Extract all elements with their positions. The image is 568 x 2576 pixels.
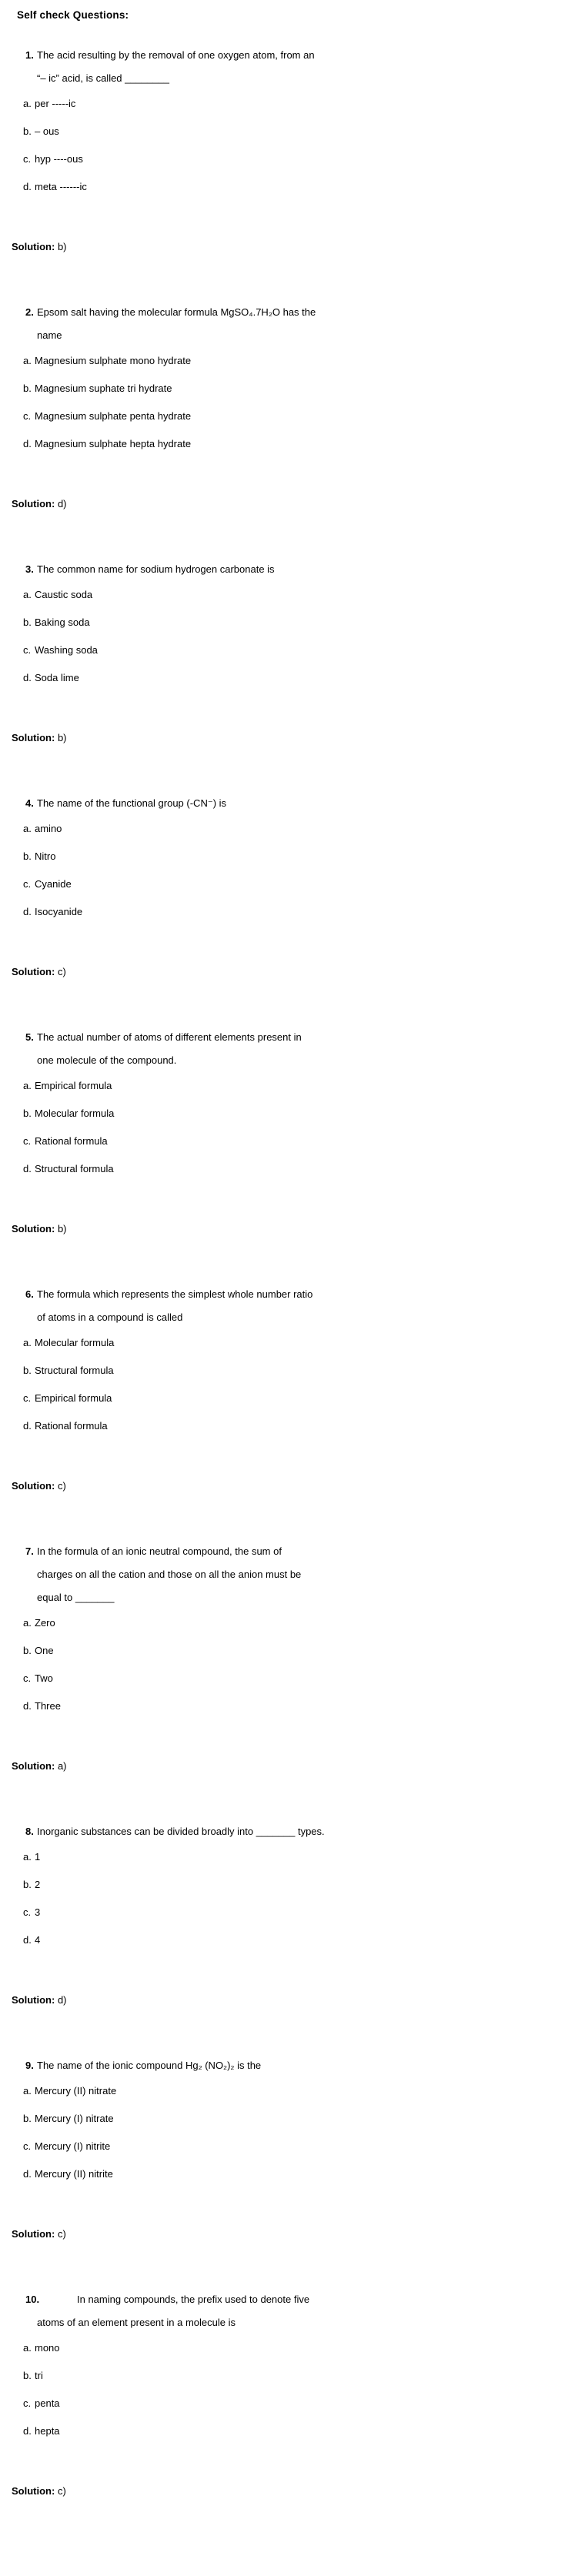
option-text: amino (35, 823, 62, 834)
solution-label: Solution: (12, 2485, 55, 2497)
option-letter: c. (23, 644, 32, 656)
option-letter: b. (23, 616, 32, 628)
option-letter: b. (23, 1645, 32, 1656)
solution-row (12, 2227, 568, 2242)
option-row (23, 898, 568, 926)
option-row (23, 815, 568, 843)
question-text-line: one molecule of the compound. (37, 1054, 177, 1066)
option-letter: d. (23, 181, 32, 192)
question-number: 10. (25, 2294, 40, 2305)
option-text: 4 (35, 1934, 41, 1946)
option-row (23, 1926, 568, 1954)
option-text: Two (35, 1672, 53, 1684)
option-row (23, 90, 568, 118)
option-text: Magnesium sulphate hepta hydrate (35, 438, 192, 449)
option-letter: a. (23, 1080, 32, 1091)
question-first-line (25, 2054, 568, 2077)
question-first-line (25, 558, 568, 581)
question-text-line: The name of the ionic compound Hg₂ (NO₂)₂ is the (37, 2060, 262, 2071)
option-text: Baking soda (35, 616, 90, 628)
option-row (23, 843, 568, 870)
option-letter: d. (23, 2168, 32, 2180)
option-letter: c. (23, 1135, 32, 1147)
option-row (23, 1072, 568, 1100)
option-text: hyp ----ous (35, 153, 83, 165)
question-number: 5. (25, 1031, 34, 1043)
question-first-line (25, 1820, 568, 1843)
option-letter: b. (23, 1365, 32, 1376)
question-text-line: “– ic” acid, is called ________ (37, 72, 169, 84)
option-row (23, 1665, 568, 1692)
option-row (23, 2334, 568, 2362)
option-row (23, 430, 568, 458)
solution-answer: c) (55, 1480, 66, 1492)
question-text-line: The common name for sodium hydrogen carbonate is (37, 563, 275, 575)
solution-row (12, 2484, 568, 2499)
option-letter: c. (23, 153, 32, 165)
solution-answer: c) (55, 966, 66, 977)
question-number: 6. (25, 1288, 34, 1300)
option-row (23, 1357, 568, 1385)
option-letter: d. (23, 906, 32, 917)
option-row (23, 1692, 568, 1720)
option-text: 2 (35, 1879, 41, 1890)
option-letter: a. (23, 589, 32, 600)
option-text: Empirical formula (35, 1392, 112, 1404)
option-letter: a. (23, 2085, 32, 2097)
option-row (23, 2362, 568, 2390)
option-letter: a. (23, 823, 32, 834)
question-text-line: The actual number of atoms of different elements present in (37, 1031, 302, 1043)
option-row (23, 636, 568, 664)
question-number: 9. (25, 2060, 34, 2071)
question-item (0, 1540, 568, 1774)
question-number: 7. (25, 1545, 34, 1557)
option-row (23, 1155, 568, 1183)
option-row (23, 1871, 568, 1899)
option-text: Washing soda (35, 644, 98, 656)
option-row (23, 2417, 568, 2445)
option-text: tri (35, 2370, 43, 2381)
option-letter: a. (23, 98, 32, 109)
question-number: 2. (25, 306, 34, 318)
option-row (23, 1385, 568, 1412)
option-letter: d. (23, 672, 32, 683)
option-text: Nitro (35, 850, 56, 862)
question-text-line: The name of the functional group (-CN⁻) is (37, 797, 227, 809)
option-row (23, 118, 568, 145)
solution-label: Solution: (12, 966, 55, 977)
question-number: 3. (25, 563, 34, 575)
solution-answer: c) (55, 2485, 66, 2497)
solution-row (12, 1993, 568, 2008)
option-row (23, 403, 568, 430)
option-letter: c. (23, 1672, 32, 1684)
solution-row (12, 964, 568, 980)
solution-row (12, 496, 568, 512)
option-letter: c. (23, 1392, 32, 1404)
option-text: Rational formula (35, 1420, 108, 1432)
option-letter: a. (23, 1851, 32, 1863)
option-text: Soda lime (35, 672, 79, 683)
option-text: Molecular formula (35, 1337, 115, 1348)
solution-label: Solution: (12, 1760, 55, 1772)
option-letter: c. (23, 1906, 32, 1918)
option-text: Mercury (II) nitrite (35, 2168, 113, 2180)
solution-label: Solution: (12, 241, 55, 252)
question-first-line (25, 2288, 568, 2311)
question-item (0, 2288, 568, 2499)
option-text: One (35, 1645, 54, 1656)
question-item (0, 2054, 568, 2242)
option-row (23, 1609, 568, 1637)
question-item (0, 44, 568, 255)
option-text: Magnesium suphate tri hydrate (35, 383, 172, 394)
option-row (23, 2077, 568, 2105)
option-row (23, 1128, 568, 1155)
option-letter: b. (23, 2370, 32, 2381)
page-title: Self check Questions: (17, 9, 129, 21)
solution-row (12, 1221, 568, 1237)
option-text: 1 (35, 1851, 41, 1863)
question-text-line: of atoms in a compound is called (37, 1311, 183, 1323)
option-row (23, 1899, 568, 1926)
option-letter: d. (23, 438, 32, 449)
option-letter: d. (23, 1700, 32, 1712)
option-row (23, 173, 568, 201)
option-text: Zero (35, 1617, 55, 1629)
option-letter: b. (23, 125, 32, 137)
option-text: – ous (35, 125, 59, 137)
option-text: Molecular formula (35, 1108, 115, 1119)
solution-label: Solution: (12, 732, 55, 743)
question-number: 1. (25, 49, 34, 61)
solution-row (12, 1478, 568, 1494)
option-text: hepta (35, 2425, 60, 2437)
solution-row (12, 730, 568, 746)
option-letter: b. (23, 2113, 32, 2124)
option-text: Structural formula (35, 1163, 114, 1174)
option-letter: b. (23, 1108, 32, 1119)
option-row (23, 1329, 568, 1357)
option-text: penta (35, 2397, 60, 2409)
solution-label: Solution: (12, 1223, 55, 1235)
option-letter: c. (23, 2397, 32, 2409)
solution-label: Solution: (12, 2228, 55, 2240)
option-text: Structural formula (35, 1365, 114, 1376)
question-text-line: In the formula of an ionic neutral compound, the sum of (37, 1545, 282, 1557)
solution-row (12, 239, 568, 255)
option-text: Mercury (I) nitrite (35, 2140, 111, 2152)
solution-answer: b) (55, 732, 67, 743)
question-text-line: The acid resulting by the removal of one oxygen atom, from an (37, 49, 315, 61)
question-first-line (25, 301, 568, 324)
solution-label: Solution: (12, 1994, 55, 2006)
question-text-line: atoms of an element present in a molecule is (37, 2317, 236, 2328)
option-letter: b. (23, 383, 32, 394)
option-text: Isocyanide (35, 906, 83, 917)
option-text: Mercury (I) nitrate (35, 2113, 114, 2124)
option-letter: a. (23, 1337, 32, 1348)
question-number: 8. (25, 1826, 34, 1837)
option-text: Cyanide (35, 878, 72, 890)
option-row (23, 1637, 568, 1665)
option-row (23, 664, 568, 692)
question-text-line: The formula which represents the simplest whole number ratio (37, 1288, 313, 1300)
option-letter: a. (23, 2342, 32, 2354)
questions-container (0, 44, 568, 2499)
question-first-line (25, 1283, 568, 1306)
option-text: Rational formula (35, 1135, 108, 1147)
question-item (0, 1026, 568, 1237)
option-letter: a. (23, 355, 32, 366)
question-item (0, 301, 568, 512)
option-row (23, 2133, 568, 2160)
solution-answer: b) (55, 1223, 67, 1235)
option-letter: c. (23, 2140, 32, 2152)
option-letter: b. (23, 1879, 32, 1890)
solution-answer: b) (55, 241, 67, 252)
option-row (23, 1412, 568, 1440)
option-letter: d. (23, 1934, 32, 1946)
question-text-line: In naming compounds, the prefix used to denote five (77, 2294, 310, 2305)
question-text-line: Inorganic substances can be divided broadly into _______ types. (37, 1826, 325, 1837)
solution-label: Solution: (12, 498, 55, 510)
option-letter: d. (23, 1163, 32, 1174)
option-row (23, 609, 568, 636)
option-text: Three (35, 1700, 61, 1712)
option-row (23, 375, 568, 403)
option-letter: c. (23, 410, 32, 422)
option-text: mono (35, 2342, 60, 2354)
option-row (23, 2105, 568, 2133)
solution-answer: a) (55, 1760, 67, 1772)
option-text: Magnesium sulphate penta hydrate (35, 410, 192, 422)
option-letter: a. (23, 1617, 32, 1629)
option-row (23, 145, 568, 173)
option-letter: d. (23, 1420, 32, 1432)
option-letter: b. (23, 850, 32, 862)
option-row (23, 2160, 568, 2188)
option-text: Mercury (II) nitrate (35, 2085, 117, 2097)
question-item (0, 1820, 568, 2008)
option-row (23, 581, 568, 609)
option-text: Magnesium sulphate mono hydrate (35, 355, 192, 366)
option-row (23, 870, 568, 898)
question-text-line: charges on all the cation and those on all the anion must be (37, 1569, 302, 1580)
question-item (0, 792, 568, 980)
option-row (23, 1843, 568, 1871)
question-item (0, 558, 568, 746)
question-first-line (25, 792, 568, 815)
solution-answer: d) (55, 1994, 67, 2006)
option-letter: c. (23, 878, 32, 890)
option-text: per -----ic (35, 98, 76, 109)
option-text: meta ------ic (35, 181, 87, 192)
option-text: Caustic soda (35, 589, 93, 600)
solution-answer: d) (55, 498, 67, 510)
question-text-line: equal to _______ (37, 1592, 115, 1603)
option-text: Empirical formula (35, 1080, 112, 1091)
option-text: 3 (35, 1906, 41, 1918)
option-row (23, 2390, 568, 2417)
question-first-line (25, 1026, 568, 1049)
question-text-line: Epsom salt having the molecular formula MgSO₄.7H₂O has the (37, 306, 316, 318)
solution-row (12, 1759, 568, 1774)
question-text-line: name (37, 329, 62, 341)
question-first-line (25, 44, 568, 67)
question-first-line (25, 1540, 568, 1563)
question-number: 4. (25, 797, 34, 809)
solution-answer: c) (55, 2228, 66, 2240)
question-item (0, 1283, 568, 1494)
option-row (23, 347, 568, 375)
option-row (23, 1100, 568, 1128)
solution-label: Solution: (12, 1480, 55, 1492)
option-letter: d. (23, 2425, 32, 2437)
